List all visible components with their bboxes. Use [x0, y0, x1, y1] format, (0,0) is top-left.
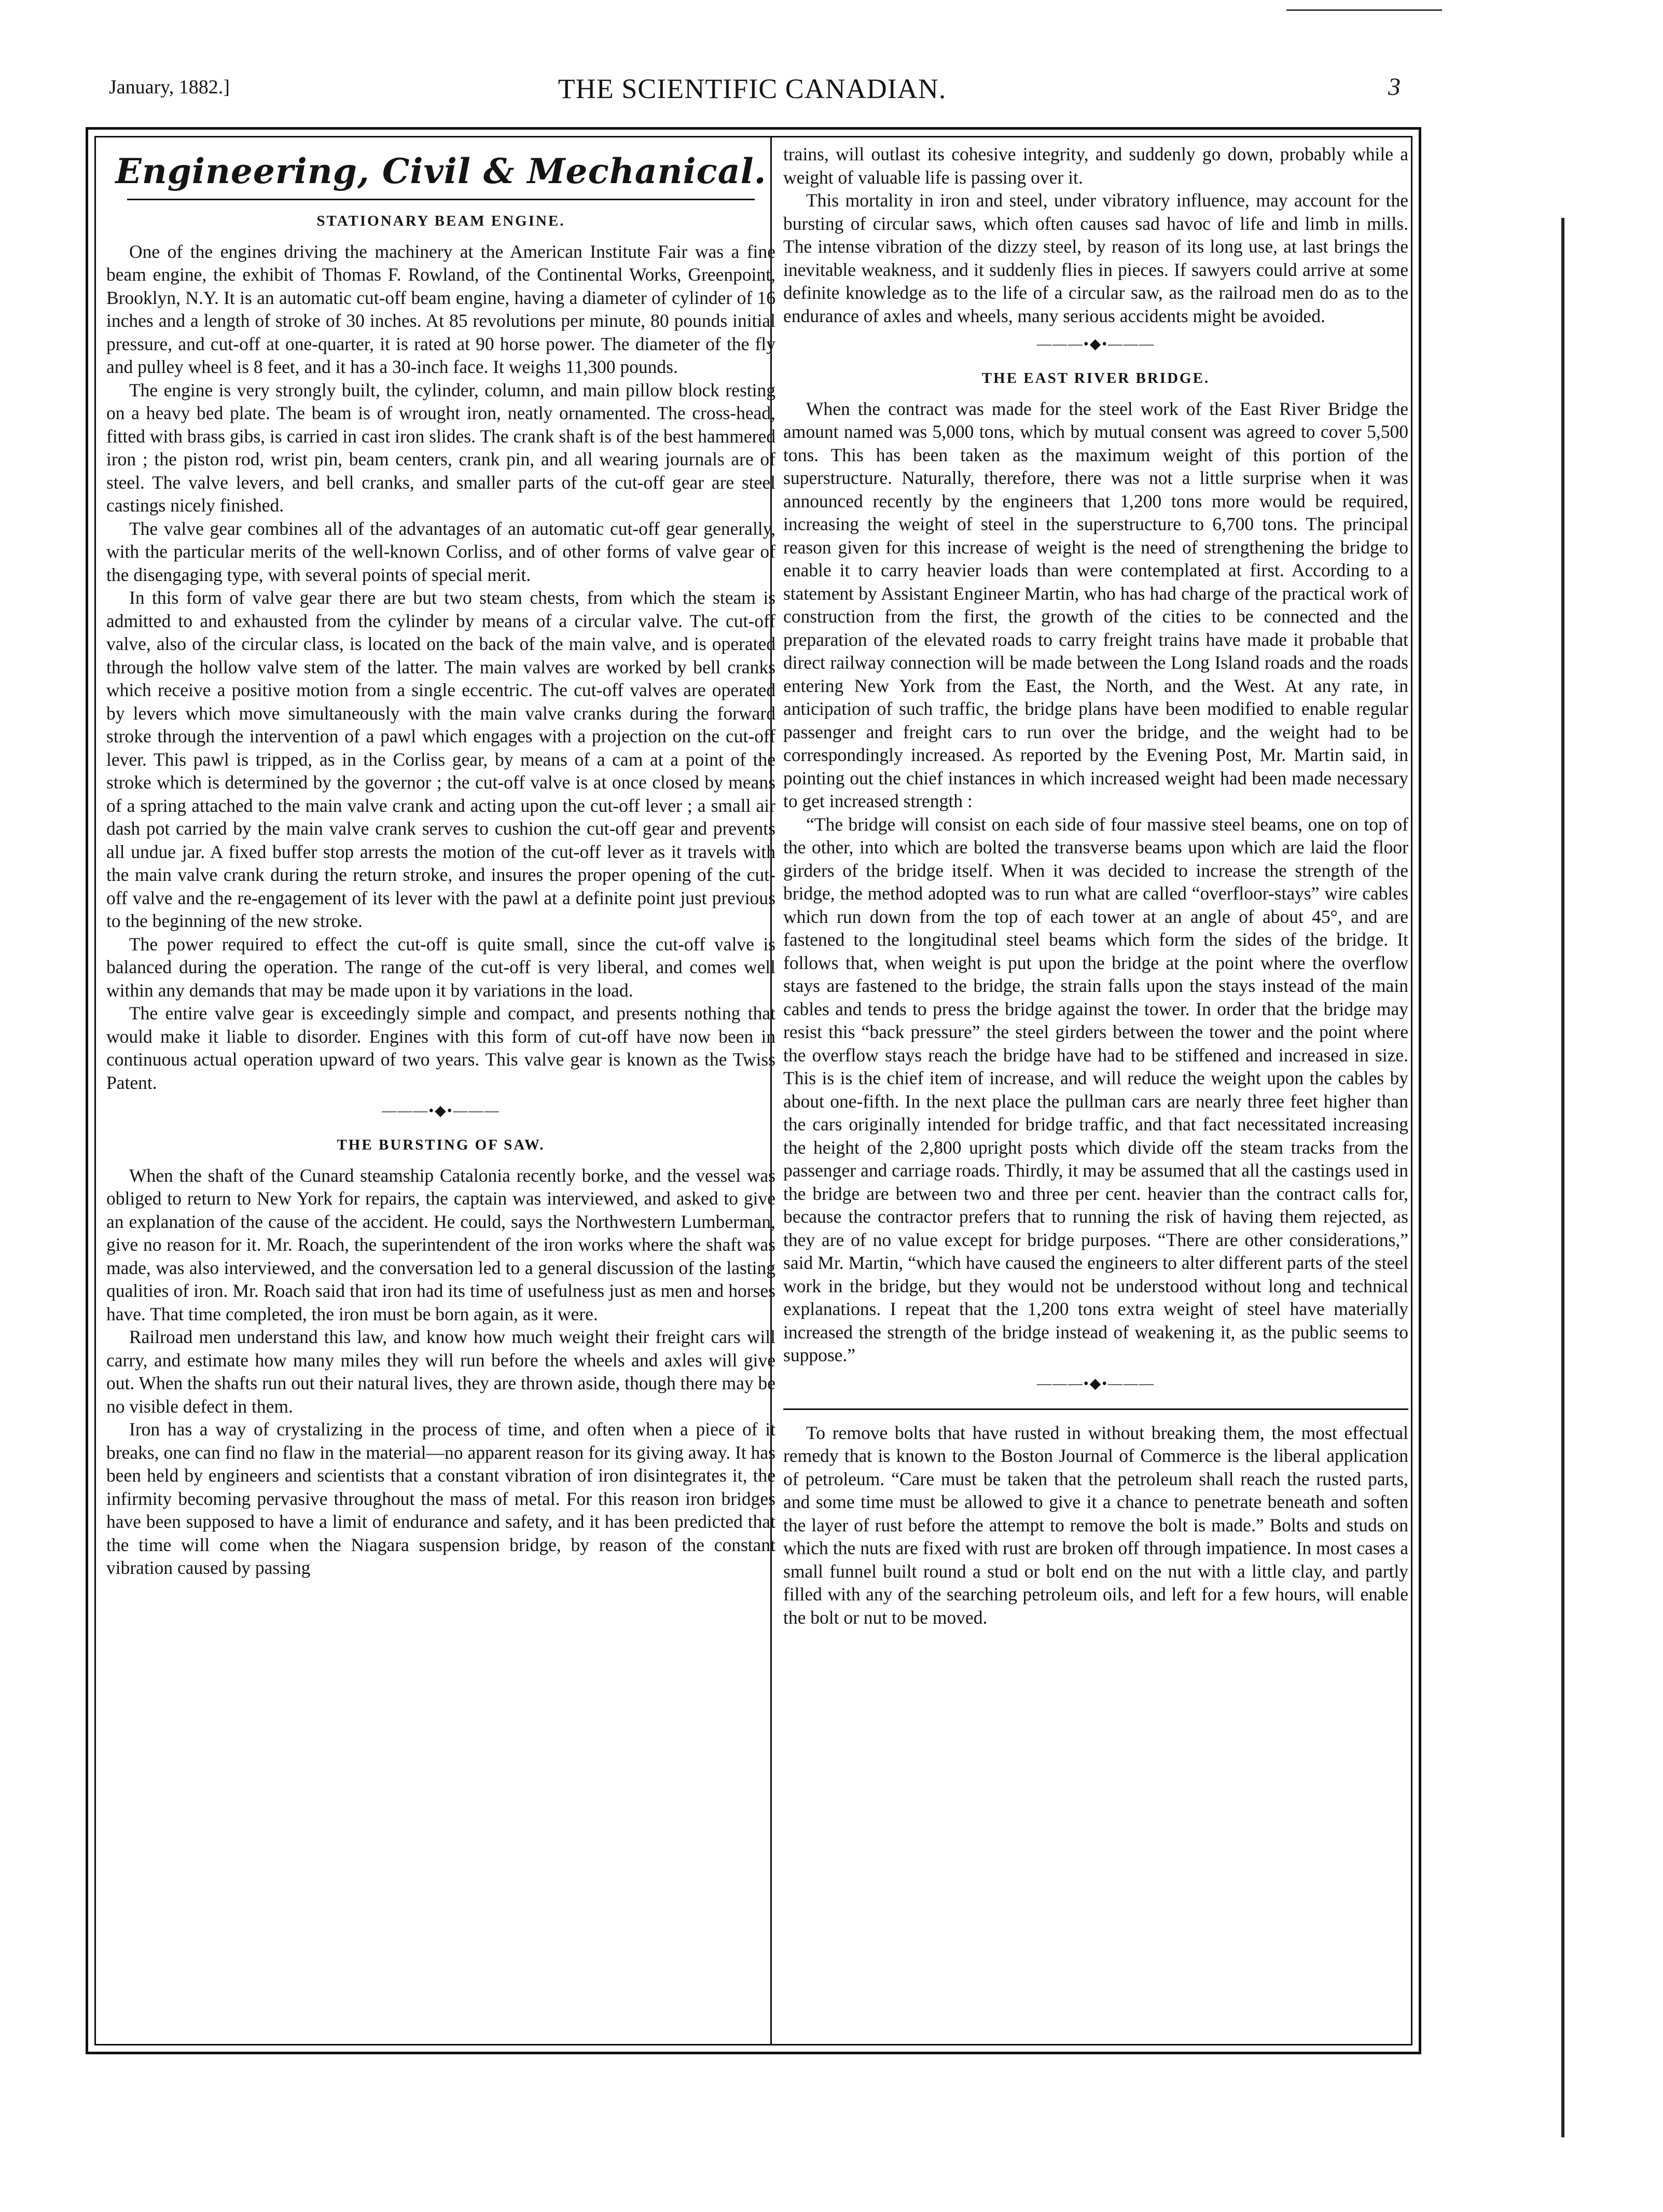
- bridge-heading: THE EAST RIVER BRIDGE.: [981, 370, 1210, 386]
- section-ornament: ———•◆•———: [1036, 336, 1155, 352]
- saw-continued-paragraph: This mortality in iron and steel, under vibratory influence, may account for the bursting of circular saws, which often causes sad havoc of life and limb in mills. The intense vibration of the dizzy steel, by reason of its long use, at last brings the inevitable weakness, and it suddenly flies in pieces. If sawyers could arrive at some definite knowledge as to the life of a circular saw, as the railroad men do as to the endurance of axles and wheels, many serious accidents might be avoided.: [783, 190, 1408, 326]
- beam-engine-paragraph: In this form of valve gear there are but two steam chests, from which the steam is admitted to and exhausted from the cylinder by means of a circular valve. The cut-off valve, also of the circular class, is located on the back of the main valve, and is operated through the hollow valve stem of the latter. The main valves are worked by bell cranks which receive a positive motion from a single eccentric. The cut-off valves are operated by levers which move simultaneously with the main valve cranks during the forward stroke through the intervention of a pawl which engages with a projection on the cut-off lever. This pawl is tripped, as in the Corliss gear, by means of a cam at a point of the stroke which is determined by the governor ; the cut-off valve is at once closed by means of a spring attached to the main valve crank and acting upon the cut-off lever ; a small air dash pot carried by the main valve crank serves to cushion the cut-off gear and prevents all undue jar. A fixed buffer stop arrests the motion of the cut-off lever as it travels with the main valve crank during the return stroke, and insures the proper opening of the cut-off valve and the re-engagement of its lever with the pawl at a definite point just previous to the beginning of the new stroke.: [106, 587, 775, 931]
- beam-engine-paragraph: The entire valve gear is exceedingly simple and compact, and presents nothing that would make it liable to disorder. Engines with this form of cut-off have now been in continuous actual operation upward of two years. This valve gear is known as the Twiss Patent.: [106, 1003, 775, 1093]
- saw-paragraph: When the shaft of the Cunard steamship Catalonia recently borke, and the vessel was obliged to return to New York for repairs, the captain was interviewed, and asked to give an explanation of the cause of the accident. He could, says the Northwestern Lumberman, give no reason for it. Mr. Roach, the superintendent of the iron works where the shaft was made, was also interviewed, and the conversation led to a general discussion of the lasting qualities of iron. Mr. Roach said that iron had its time of usefulness just as men and horses have. That time completed, the iron must be born again, as it were.: [106, 1165, 775, 1324]
- bolts-paragraph: To remove bolts that have rusted in without breaking them, the most effectual remedy that is known to the Boston Journal of Commerce is the liberal application of petroleum. “Care must be taken that the petroleum shall reach the rusted parts, and some time must be allowed to give it a chance to penetrate beneath and soften the layer of rust before the attempt to remove the bolt is made.” Bolts and studs on which the nuts are fixed with rust are broken off through impatience. In most cases a small funnel built round a stud or bolt end on the nut with a little clay, and partly filled with any of the searching petroleum oils, and left for a few hours, will enable the bolt or nut to be moved.: [783, 1422, 1408, 1628]
- saw-continued-paragraph: trains, will outlast its cohesive integrity, and suddenly go down, probably while a weight of valuable life is passing over it.: [783, 144, 1408, 188]
- corner-rule: [1286, 9, 1442, 11]
- saw-paragraph: Railroad men understand this law, and know how much weight their freight cars will carry, and estimate how many miles they will run before the wheels and axles will give out. When the shafts run out their natural lives, they are thrown aside, though there may be no visible defect in them.: [106, 1326, 775, 1417]
- beam-engine-paragraph: One of the engines driving the machinery at the American Institute Fair was a fine beam engine, the exhibit of Thomas F. Rowland, of the Continental Works, Greenpoint, Brooklyn, N.Y. It is an automatic cut-off beam engine, having a diameter of cylinder of 16 inches and a length of stroke of 30 inches. At 85 revolutions per minute, 80 pounds initial pressure, and cut-off at one-quarter, it is rated at 90 horse power. The diameter of the fly and pulley wheel is 8 feet, and it has a 30-inch face. It weighs 11,300 pounds.: [106, 241, 775, 377]
- page-edge-mark: [1561, 218, 1564, 2137]
- left-column: [106, 143, 775, 1580]
- saw-paragraph: Iron has a way of crystalizing in the process of time, and often when a piece of it breaks, one can find no flaw in the material—no apparent reason for its giving away. It has been held by engineers and scientists that a constant vibration of iron disintegrates it, the infirmity becoming pervasive throughout the mass of metal. For this reason iron bridges have been supposed to have a limit of endurance and safety, and it has been predicted that the time will come when the Niagara suspension bridge, by reason of the constant vibration caused by passing: [106, 1419, 775, 1578]
- journal-title: THE SCIENTIFIC CANADIAN.: [558, 73, 947, 104]
- issue-date: January, 1882.]: [109, 76, 230, 98]
- beam-engine-paragraph: The engine is very strongly built, the cylinder, column, and main pillow block resting on a heavy bed plate. The beam is of wrought iron, neatly ornamented. The cross-head, fitted with brass gibs, is carried in cast iron slides. The crank shaft is of the best hammered iron ; the piston rod, wrist pin, beam centers, crank pin, and all wearing journals are of steel. The valve levers, and bell cranks, and smaller parts of the cut-off gear are steel castings nicely finished.: [106, 379, 775, 516]
- section-ornament: ———•◆•———: [382, 1103, 500, 1119]
- bridge-paragraph: When the contract was made for the steel work of the East River Bridge the amount named was 5,000 tons, which by mutual consent was agreed to cover 5,500 tons. This has been taken as the maximum weight of this portion of the superstructure. Naturally, therefore, there was not a little surprise when it was announced recently by the engineers that 1,200 tons more would be required, increasing the weight of steel in the superstructure to 6,700 tons. The principal reason given for this increase of weight is the need of strengthening the bridge to enable it to carry heavier loads than were contemplated at first. According to a statement by Assistant Engineer Martin, who has had charge of the practical work of construction from the first, the growth of the cities to be connected and the preparation of the elevated roads to carry freight trains have made it probable that direct railway connection will be made between the Long Island roads and the roads entering New York from the East, the North, and the West. At any rate, in anticipation of such traffic, the bridge plans have been modified to enable regular passenger and freight cars to run over the bridge, and the weight had to be correspondingly increased. As reported by the Evening Post, Mr. Martin said, in pointing out the chief instances in which increased weight had been made necessary to get increased strength :: [783, 398, 1408, 811]
- beam-engine-heading: STATIONARY BEAM ENGINE.: [316, 213, 565, 229]
- saw-heading: THE BURSTING OF SAW.: [337, 1137, 545, 1153]
- right-column: [783, 143, 1408, 1629]
- section-ornament: ———•◆•———: [1036, 1375, 1155, 1392]
- beam-engine-paragraph: The valve gear combines all of the advantages of an automatic cut-off gear generally, with the particular merits of the well-known Corliss, and of other forms of valve gear of the disengaging type, with several points of special merit.: [106, 518, 775, 585]
- section-rule: [783, 1408, 1408, 1410]
- bridge-paragraph: “The bridge will consist on each side of four massive steel beams, one on top of the other, into which are bolted the transverse beams upon which are laid the floor girders of the bridge itself. When it was decided to increase the strength of the bridge, the method adopted was to run what are called “overfloor-stays” wire cables which run down from the top of each tower at an angle of about 45°, and are fastened to the longitudinal steel beams which form the sides of the bridge. It follows that, when weight is put upon the bridge at the point where the overflow stays are fastened to the bridge, the strain falls upon the stays instead of the main cables and tends to press the bridge against the tower. In order that the bridge may resist this “back pressure” the steel girders between the tower and the point where the overflow stays reach the bridge have had to be stiffened and increased in size. This is is the chief item of increase, and will reduce the weight upon the cables by about one-fifth. In the next place the pullman cars are nearly three feet higher than the cars originally intended for bridge traffic, and that fact necessitated increasing the height of the 2,800 upright posts which divide off the steam tracks from the passenger and carriage roads. Thirdly, it may be assumed that all the castings used in the bridge are between two and three per cent. heavier than the contract calls for, because the contractor prefers that to running the risk of having them rejected, as they are of no value except for bridge purposes. “There are other considerations,” said Mr. Martin, “which have caused the engineers to alter different parts of the steel work in the bridge, but they would not be understood without long and technical explanations. I repeat that the 1,200 tons extra weight of steel have materially increased the strength of the bridge instead of weakening it, as the public seems to suppose.”: [783, 813, 1408, 1365]
- page-number: 3: [1388, 73, 1401, 101]
- department-heading: Engineering, Civil & Mechanical.: [115, 151, 767, 191]
- department-rule: [127, 199, 755, 200]
- beam-engine-paragraph: The power required to effect the cut-off is quite small, since the cut-off valve is balanced during the operation. The range of the cut-off is very liberal, and comes well within any demands that may be made upon it by variations in the load.: [106, 933, 775, 1001]
- running-head: [109, 73, 1401, 114]
